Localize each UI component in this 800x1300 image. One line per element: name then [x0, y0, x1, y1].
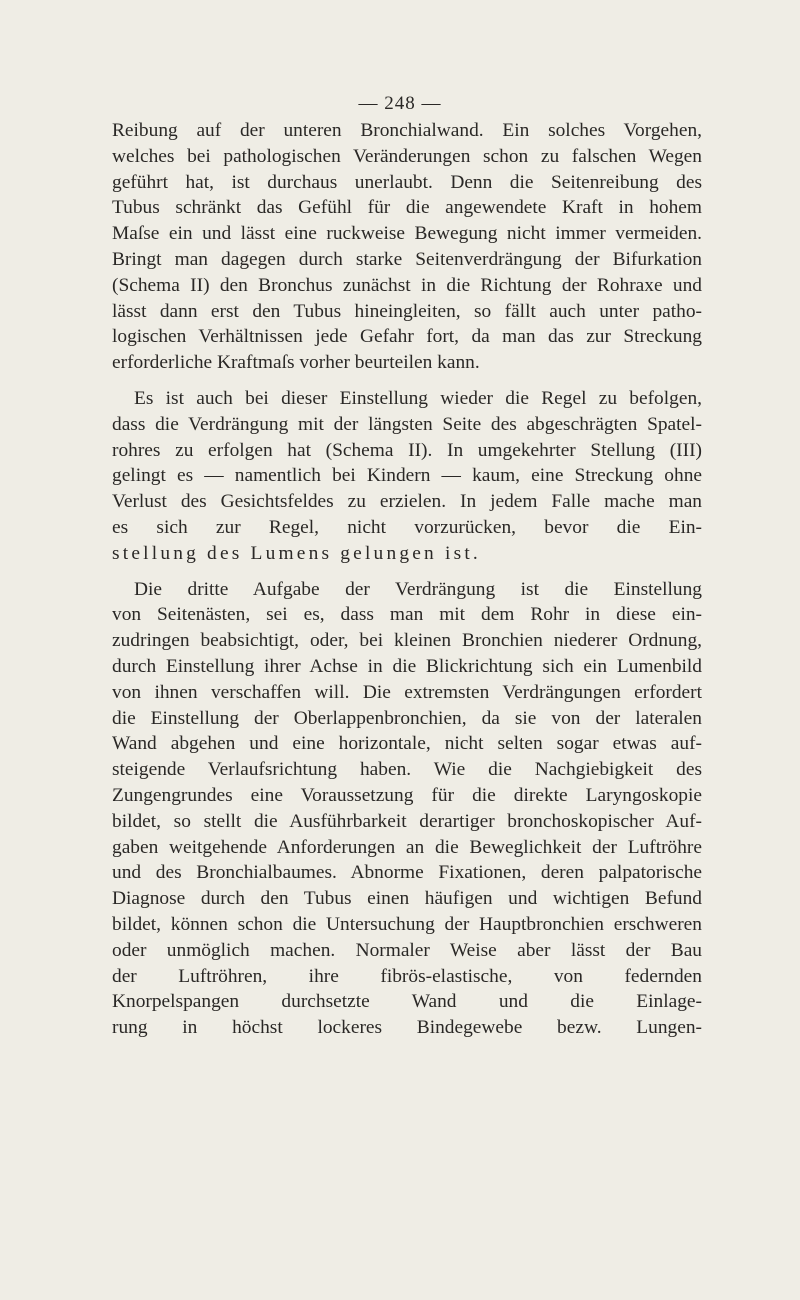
text-line: lässt dann erst den Tubus hineingleiten, so fällt auch unter patho-: [112, 300, 702, 322]
text-line: (Schema II) den Bronchus zunächst in die Richtung der Rohraxe und: [112, 274, 702, 296]
text-line: Verlust des Gesichtsfeldes zu erzielen. In jedem Falle mache man: [112, 491, 702, 513]
text-line: Wand abgehen und eine horizontale, nicht selten sogar etwas auf-: [112, 733, 702, 755]
text-line: Bringt man dagegen durch starke Seitenverdrängung der Bifurkation: [112, 248, 702, 270]
text-line: steigende Verlaufsrichtung haben. Wie die Nachgiebigkeit des: [112, 759, 702, 781]
text-line: rung in höchst lockeres Bindegewebe bezw. Lungen-: [112, 1017, 702, 1039]
text-line: Reibung auf der unteren Bronchialwand. Ein solches Vorgehen,: [112, 120, 702, 141]
text-line: bildet, so stellt die Ausführbarkeit derartiger bronchoskopischer Auf-: [112, 810, 702, 832]
text-line: rohres zu erfolgen hat (Schema II). In umgekehrter Stellung (III): [112, 439, 702, 461]
text-line: stellung des Lumens gelungen ist.: [112, 542, 481, 564]
text-line: erforderliche Kraftmaſs vorher beurteilen kann.: [112, 352, 480, 374]
text-line: geführt hat, ist durchaus unerlaubt. Denn die Seitenreibung des: [112, 171, 702, 193]
text-line: durch Einstellung ihrer Achse in die Blickrichtung sich ein Lumenbild: [112, 655, 702, 677]
body-text: [112, 118, 702, 1041]
paragraph-2: [112, 386, 702, 567]
text-line: Knorpelspangen durchsetzte Wand und die Einlage-: [112, 991, 702, 1013]
text-line: logischen Verhältnissen jede Gefahr fort, da man das zur Streckung: [112, 326, 702, 348]
paragraph-3: [112, 577, 702, 1041]
page-number: — 248 —: [358, 93, 442, 114]
text-line: und des Bronchialbaumes. Abnorme Fixationen, deren palpatorische: [112, 862, 702, 884]
text-line: Zungengrundes eine Voraussetzung für die direkte Laryngoskopie: [112, 784, 702, 806]
text-line: welches bei pathologischen Veränderungen schon zu falschen Wegen: [112, 145, 702, 167]
text-line: Diagnose durch den Tubus einen häufigen und wichtigen Befund: [112, 888, 702, 910]
paragraph-1: [112, 118, 702, 376]
text-line: der Luftröhren, ihre fibrös-elastische, von federnden: [112, 965, 702, 987]
text-line: zudringen beabsichtigt, oder, bei kleinen Bronchien niederer Ordnung,: [112, 630, 702, 652]
text-line: von ihnen verschaffen will. Die extremsten Verdrängungen erfordert: [112, 681, 702, 703]
text-line: Tubus schränkt das Gefühl für die angewendete Kraft in hohem: [112, 197, 702, 219]
text-line: es sich zur Regel, nicht vorzurücken, bevor die Ein-: [112, 516, 702, 538]
text-line: bildet, können schon die Untersuchung der Hauptbronchien erschweren: [112, 913, 702, 935]
text-line: von Seitenästen, sei es, dass man mit dem Rohr in diese ein-: [112, 604, 702, 626]
text-line: Die dritte Aufgabe der Verdrängung ist die Einstellung: [134, 578, 702, 600]
text-line: gelingt es — namentlich bei Kindern — kaum, eine Streckung ohne: [112, 465, 702, 487]
text-line: gaben weitgehende Anforderungen an die Beweglichkeit der Luftröhre: [112, 836, 702, 858]
text-line: Maſse ein und lässt eine ruckweise Bewegung nicht immer vermeiden.: [112, 223, 702, 245]
text-line: die Einstellung der Oberlappenbronchien, da sie von der lateralen: [112, 707, 702, 729]
text-line: Es ist auch bei dieser Einstellung wieder die Regel zu befolgen,: [134, 387, 702, 409]
text-line: oder unmöglich machen. Normaler Weise aber lässt der Bau: [112, 939, 702, 961]
text-line: dass die Verdrängung mit der längsten Seite des abgeschrägten Spatel-: [112, 413, 702, 435]
